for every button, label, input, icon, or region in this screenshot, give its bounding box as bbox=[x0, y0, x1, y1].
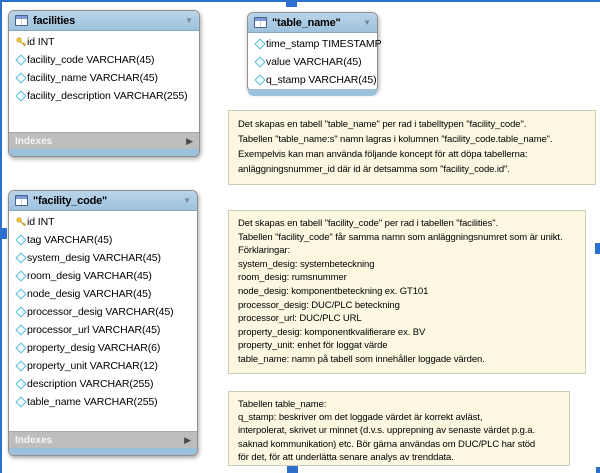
note-table-name-concept[interactable] bbox=[228, 110, 596, 185]
table-icon bbox=[254, 17, 267, 28]
column-row bbox=[9, 69, 199, 87]
collapse-arrow-icon[interactable]: ▼ bbox=[363, 17, 371, 27]
column-row bbox=[9, 51, 199, 69]
selection-handle-top[interactable] bbox=[286, 0, 297, 7]
note-line: property_desig: komponentkvalifierare ex. BV bbox=[238, 326, 426, 338]
column-row bbox=[9, 87, 199, 105]
note-line: node_desig: komponentbeteckning ex. GT101 bbox=[238, 285, 429, 297]
note-line: för det, för att underlätta senare analys av trenddata. bbox=[238, 451, 454, 463]
expand-arrow-icon[interactable]: ▶ bbox=[186, 135, 193, 146]
column-label: facility_name VARCHAR(45) bbox=[27, 72, 158, 84]
diamond-icon bbox=[253, 58, 266, 66]
diamond-icon bbox=[14, 272, 27, 280]
collapse-arrow-icon[interactable]: ▼ bbox=[183, 195, 191, 205]
column-label: facility_code VARCHAR(45) bbox=[27, 54, 155, 66]
diamond-icon bbox=[14, 290, 27, 298]
column-label: tag VARCHAR(45) bbox=[27, 234, 113, 246]
column-row bbox=[9, 213, 197, 231]
column-label: property_unit VARCHAR(12) bbox=[27, 360, 158, 372]
column-row bbox=[9, 375, 197, 393]
diamond-icon bbox=[253, 76, 266, 84]
column-row bbox=[9, 303, 197, 321]
column-label: room_desig VARCHAR(45) bbox=[27, 270, 152, 282]
selection-handle-bottom[interactable] bbox=[287, 466, 298, 473]
collapse-arrow-icon[interactable]: ▼ bbox=[185, 15, 193, 25]
column-row bbox=[9, 285, 197, 303]
column-row bbox=[9, 267, 197, 285]
column-label: description VARCHAR(255) bbox=[27, 378, 154, 390]
column-row bbox=[9, 249, 197, 267]
column-label: id INT bbox=[27, 216, 55, 228]
table-title: "table_name" bbox=[272, 16, 341, 29]
diamond-icon bbox=[14, 326, 27, 334]
column-label: time_stamp TIMESTAMP bbox=[266, 38, 382, 50]
note-line: processor_desig: DUC/PLC beteckning bbox=[238, 299, 400, 311]
table-icon bbox=[15, 15, 28, 26]
indexes-label: Indexes bbox=[15, 434, 53, 446]
note-line: Exempelvis kan man använda följande koncept för att döpa tabellerna: bbox=[238, 149, 528, 160]
table-header[interactable] bbox=[248, 13, 377, 33]
diamond-icon bbox=[253, 40, 266, 48]
column-row bbox=[9, 321, 197, 339]
table-bottom-bar bbox=[248, 89, 377, 96]
diamond-icon bbox=[14, 308, 27, 316]
table-bottom-bar bbox=[9, 448, 197, 455]
column-row bbox=[9, 339, 197, 357]
note-line: property_unit: enhet för loggat värde bbox=[238, 340, 388, 352]
column-label: table_name VARCHAR(255) bbox=[27, 396, 158, 408]
table-title: "facility_code" bbox=[33, 194, 108, 207]
diamond-icon bbox=[14, 362, 27, 370]
column-row bbox=[248, 35, 382, 53]
column-label: processor_desig VARCHAR(45) bbox=[27, 306, 174, 318]
indexes-label: Indexes bbox=[15, 135, 53, 147]
table-bottom-bar bbox=[9, 149, 199, 156]
column-label: processor_url VARCHAR(45) bbox=[27, 324, 161, 336]
diamond-icon bbox=[14, 380, 27, 388]
indexes-footer[interactable] bbox=[9, 431, 197, 448]
diamond-icon bbox=[14, 398, 27, 406]
column-row bbox=[9, 357, 197, 375]
column-label: id INT bbox=[27, 36, 55, 48]
expand-arrow-icon[interactable]: ▶ bbox=[184, 434, 191, 445]
diamond-icon bbox=[14, 74, 27, 82]
table-header[interactable] bbox=[9, 11, 199, 31]
table-header[interactable] bbox=[9, 191, 197, 211]
table-icon bbox=[15, 195, 28, 206]
diamond-icon bbox=[14, 56, 27, 64]
selection-handle-left[interactable] bbox=[0, 228, 7, 239]
table-figure-facility-code[interactable] bbox=[8, 190, 198, 456]
note-line: system_desig: systembeteckning bbox=[238, 258, 375, 270]
selection-border-top bbox=[0, 0, 600, 2]
column-label: node_desig VARCHAR(45) bbox=[27, 288, 152, 300]
diamond-icon bbox=[14, 92, 27, 100]
column-label: value VARCHAR(45) bbox=[266, 56, 362, 68]
diamond-icon bbox=[14, 236, 27, 244]
key-icon bbox=[14, 37, 27, 47]
note-line: table_name: namn på tabell som innehåller loggade värden. bbox=[238, 353, 485, 365]
note-line: q_stamp: beskriver om det loggade värdet är korrekt avläst, bbox=[238, 412, 483, 424]
key-icon bbox=[14, 217, 27, 227]
table-title: facilities bbox=[33, 14, 76, 27]
column-row bbox=[9, 33, 199, 51]
diamond-icon bbox=[14, 254, 27, 262]
table-figure-table-name[interactable] bbox=[247, 12, 382, 92]
note-facility-code-explanations[interactable] bbox=[228, 210, 586, 374]
column-label: system_desig VARCHAR(45) bbox=[27, 252, 161, 264]
table-empty-area bbox=[9, 105, 199, 132]
column-label: facility_description VARCHAR(255) bbox=[27, 90, 188, 102]
selection-handle-bottom-right[interactable] bbox=[596, 467, 600, 473]
selection-handle-right[interactable] bbox=[595, 243, 600, 254]
note-line: saknad kommunikation) etc. Bör gärna användas om DUC/PLC har stöd bbox=[238, 438, 536, 450]
note-line: Det skapas en tabell "table_name" per rad i tabelltypen "facility_code". bbox=[238, 119, 527, 130]
column-row bbox=[9, 393, 197, 411]
indexes-footer[interactable] bbox=[9, 132, 199, 149]
column-label: property_desig VARCHAR(6) bbox=[27, 342, 161, 354]
note-line: Tabellen table_name: bbox=[238, 399, 327, 410]
note-line: Det skapas en tabell "facility_code" per rad i tabellen "facilities". bbox=[238, 218, 499, 229]
table-figure-facilities[interactable] bbox=[8, 10, 200, 157]
note-q-stamp-description[interactable] bbox=[228, 391, 570, 466]
note-line: processor_url: DUC/PLC URL bbox=[238, 313, 362, 325]
note-line: interpolerat, skrivet ur minnet (d.v.s. upprepning av senaste värdet p.g.a. bbox=[238, 425, 536, 437]
diamond-icon bbox=[14, 344, 27, 352]
note-line: Tabellen "table_name:s" namn lagras i kolumnen "facility_code.table_name". bbox=[238, 134, 553, 145]
column-label: q_stamp VARCHAR(45) bbox=[266, 74, 377, 86]
column-row bbox=[248, 53, 377, 71]
note-line: room_desig: rumsnummer bbox=[238, 272, 347, 284]
note-line: Tabellen "facility_code" får samma namn som anläggningsnumret som är unikt. bbox=[238, 231, 563, 243]
note-line: anläggningsnummer_id där id är detsamma som "facility_code.id". bbox=[238, 164, 510, 175]
column-row bbox=[9, 231, 197, 249]
table-empty-area bbox=[9, 411, 197, 431]
note-line: Förklaringar: bbox=[238, 245, 291, 257]
column-row bbox=[248, 71, 377, 89]
